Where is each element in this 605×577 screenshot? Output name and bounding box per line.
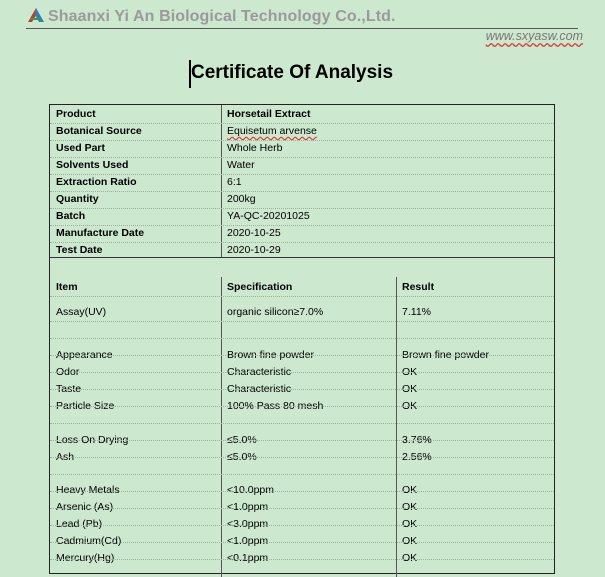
info-value: Horsetail Extract [227, 108, 311, 120]
row-gridline [50, 355, 554, 356]
result-item: Appearance [56, 349, 113, 361]
result-item: Ash [56, 451, 75, 463]
row-gridline [50, 508, 554, 509]
result-item: Assay(UV) [56, 306, 107, 318]
result-result: 3.76% [402, 434, 432, 446]
info-label: Extraction Ratio [56, 176, 137, 188]
info-value: 6:1 [227, 176, 242, 188]
row-gridline [50, 338, 554, 339]
result-result: OK [402, 535, 418, 547]
result-result: OK [402, 552, 418, 564]
row-gridline [50, 457, 554, 458]
result-item: Mercury(Hg) [56, 552, 115, 564]
result-result: OK [402, 400, 418, 412]
info-value: YA-QC-20201025 [227, 210, 310, 222]
result-result: OK [402, 366, 418, 378]
info-label: Product [56, 108, 96, 120]
result-specification: ≤5.0% [227, 434, 257, 446]
row-gridline [50, 406, 554, 407]
row-gridline [50, 372, 554, 373]
result-result: Brown fine powder [402, 349, 489, 361]
result-specification: <1.0ppm [227, 535, 269, 547]
result-result: OK [402, 484, 418, 496]
result-item: Arsenic (As) [56, 501, 114, 513]
result-item: Cadmium(Cd) [56, 535, 122, 547]
company-name: Shaanxi Yi An Biological Technology Co.,Ltd. [48, 8, 396, 25]
result-specification: <3.0ppm [227, 518, 269, 530]
row-gridline [50, 440, 554, 441]
result-item: Loss On Drying [56, 434, 129, 446]
info-value: Whole Herb [227, 142, 283, 154]
row-gridline [50, 423, 554, 424]
info-label: Manufacture Date [56, 227, 145, 239]
result-specification: Brown fine powder [227, 349, 314, 361]
result-specification: <0.1ppm [227, 552, 269, 564]
column-header-result: Result [402, 281, 435, 293]
info-label: Used Part [56, 142, 106, 154]
result-item: Taste [56, 383, 82, 395]
result-result: OK [402, 501, 418, 513]
result-item: Heavy Metals [56, 484, 120, 496]
result-column-divider [396, 277, 397, 577]
info-label: Solvents Used [56, 159, 129, 171]
row-gridline [50, 559, 554, 560]
page-title[interactable]: Certificate Of Analysis [191, 62, 394, 83]
row-gridline [50, 542, 554, 543]
row-gridline [50, 389, 554, 390]
result-result: OK [402, 383, 418, 395]
row-gridline [50, 242, 554, 243]
company-website: www.sxyasw.com [485, 29, 583, 43]
info-column-divider [221, 105, 222, 257]
row-gridline [50, 525, 554, 526]
row-gridline [50, 321, 554, 322]
document-header [26, 4, 605, 30]
info-label: Quantity [56, 193, 99, 205]
result-specification: organic silicon≥7.0% [227, 306, 324, 318]
info-label: Test Date [56, 244, 103, 256]
info-value: 200kg [227, 193, 256, 205]
company-logo-icon [26, 6, 46, 24]
result-specification: <10.0ppm [227, 484, 274, 496]
info-value: 2020-10-29 [227, 244, 281, 256]
result-result: 2.56% [402, 451, 432, 463]
info-label: Batch [56, 210, 86, 222]
result-item: Lead (Pb) [56, 518, 103, 530]
row-gridline [50, 491, 554, 492]
row-gridline [50, 296, 554, 297]
result-result: 7.11% [402, 306, 431, 318]
result-specification: <1.0ppm [227, 501, 269, 513]
spec-column-divider [221, 277, 222, 577]
column-header-specification: Specification [227, 281, 293, 293]
row-gridline [50, 474, 554, 475]
result-specification: 100% Pass 80 mesh [227, 400, 324, 412]
result-item: Particle Size [56, 400, 115, 412]
section-divider [50, 257, 554, 258]
result-specification: ≤5.0% [227, 451, 257, 463]
result-specification: Characteristic [227, 383, 292, 395]
row-gridline [50, 140, 554, 141]
row-gridline [50, 191, 554, 192]
result-specification: Characteristic [227, 366, 292, 378]
info-value: 2020-10-25 [227, 227, 281, 239]
info-value: Water [227, 159, 255, 171]
column-header-item: Item [56, 281, 78, 293]
result-item: Odor [56, 366, 80, 378]
result-result: OK [402, 518, 418, 530]
info-label: Botanical Source [56, 125, 142, 137]
coa-table [49, 104, 555, 574]
info-value: Equisetum arvense [227, 125, 317, 137]
